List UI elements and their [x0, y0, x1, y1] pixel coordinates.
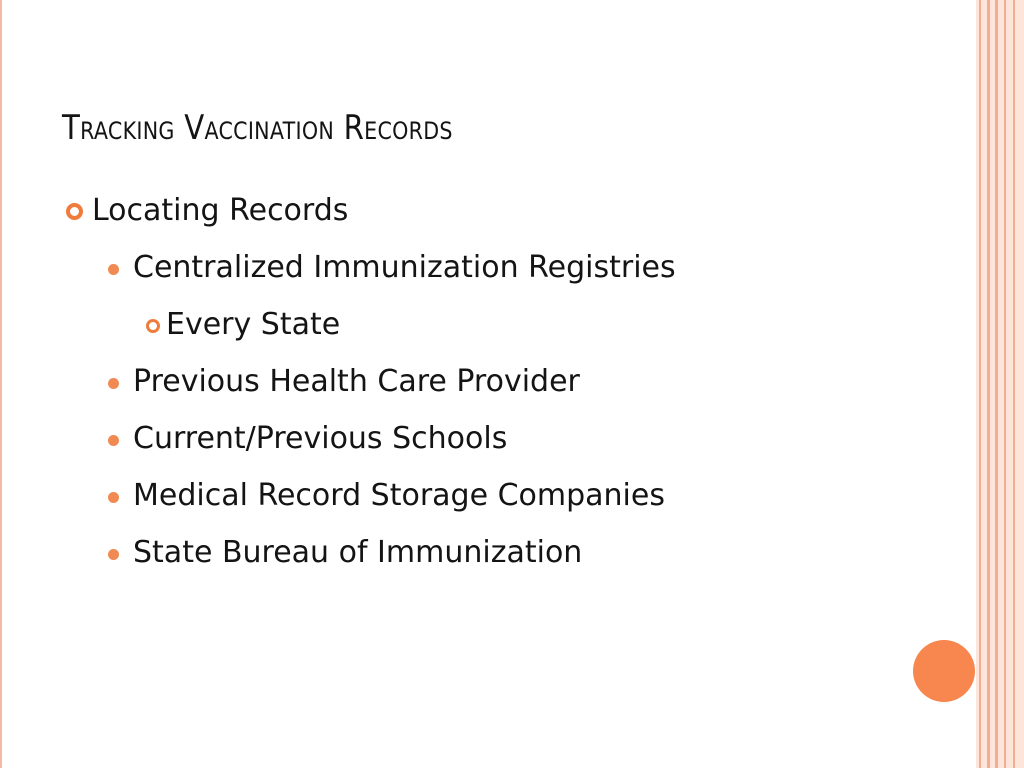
bullet-text: Locating Records	[92, 193, 349, 228]
right-decorative-band	[976, 0, 1024, 768]
decorative-stripe	[995, 0, 998, 768]
ring-bullet-icon	[66, 203, 83, 220]
bullet-text: Every State	[166, 307, 341, 342]
decorative-stripe	[1004, 0, 1006, 768]
slide-title: Tracking Vaccination Records	[62, 108, 453, 148]
dot-bullet-icon	[108, 435, 119, 446]
bullet-text: Current/Previous Schools	[133, 421, 508, 456]
decorative-stripe	[1013, 0, 1015, 768]
dot-bullet-icon	[108, 492, 119, 503]
dot-bullet-icon	[108, 378, 119, 389]
decorative-stripe	[979, 0, 981, 768]
bullet-text: Centralized Immunization Registries	[133, 250, 676, 285]
ring-bullet-icon	[146, 319, 160, 333]
decorative-stripe	[987, 0, 990, 768]
bullet-text: State Bureau of Immunization	[133, 535, 583, 570]
bullet-text: Medical Record Storage Companies	[133, 478, 665, 513]
bullet-text: Previous Health Care Provider	[133, 364, 580, 399]
dot-bullet-icon	[108, 549, 119, 560]
accent-circle-decoration	[913, 640, 975, 702]
dot-bullet-icon	[108, 264, 119, 275]
